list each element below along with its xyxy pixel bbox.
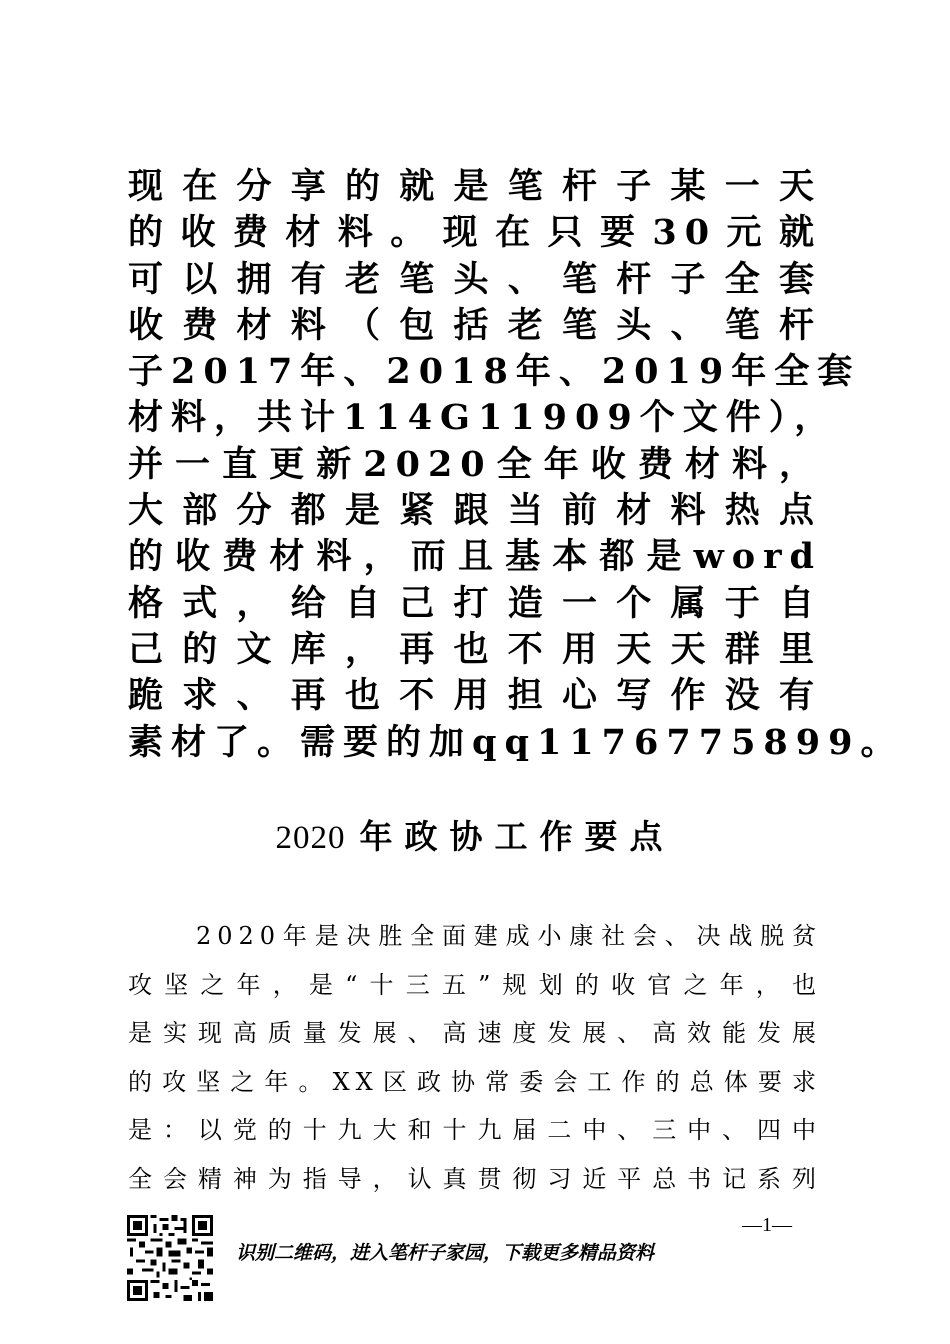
promo-line: 的收费材料。现在只要30元就 (128, 212, 822, 254)
body-line: 全会精神为指导，认真贯彻习近平总书记系列 (128, 1164, 822, 1193)
promo-line: 大部分都是紧跟当前材料热点 (128, 490, 822, 532)
promo-line: 并一直更新2020全年收费材料， (128, 443, 822, 485)
page-number: —1— (742, 1214, 792, 1236)
promo-line: 己的文库，再也不用天天群里 (128, 628, 822, 670)
promo-line: 收费材料（包括老笔头、笔杆 (128, 304, 822, 346)
promo-line: 可以拥有老笔头、笔杆子全套 (128, 258, 822, 300)
promo-line: 素材了。需要的加qq1176775899。 (128, 721, 904, 763)
body-line: 是：以党的十九大和十九届二中、三中、四中 (128, 1116, 822, 1145)
body-line: 的攻坚之年。XX区政协常委会工作的总体要求 (128, 1067, 822, 1096)
promo-line: 子2017年、2018年、2019年全套 (128, 351, 861, 393)
promo-line: 的收费材料，而且基本都是word (128, 536, 822, 578)
promo-line: 材料，共计114G11909个文件）， (128, 397, 838, 439)
body-paragraph (128, 912, 822, 1204)
promo-paragraph (128, 164, 904, 766)
promo-line: 跪求、再也不用担心写作没有 (128, 675, 822, 717)
body-line: 攻坚之年，是“十三五”规划的收官之年，也 (128, 970, 822, 999)
title-text: 年政协工作要点 (359, 817, 675, 856)
promo-line: 现在分享的就是笔杆子某一天 (128, 166, 822, 207)
body-line: 2020年是决胜全面建成小康社会、决战脱贫 (196, 922, 822, 950)
footer-caption: 识别二维码，进入笔杆子家园，下载更多精品资料 (236, 1242, 655, 1264)
body-line: 是实现高质量发展、高速度发展、高效能发展 (128, 1019, 822, 1048)
title-year: 2020 (275, 820, 346, 856)
promo-line: 格式，给自己打造一个属于自 (128, 582, 822, 624)
document-title (128, 814, 822, 861)
qr-code-icon (127, 1215, 213, 1301)
